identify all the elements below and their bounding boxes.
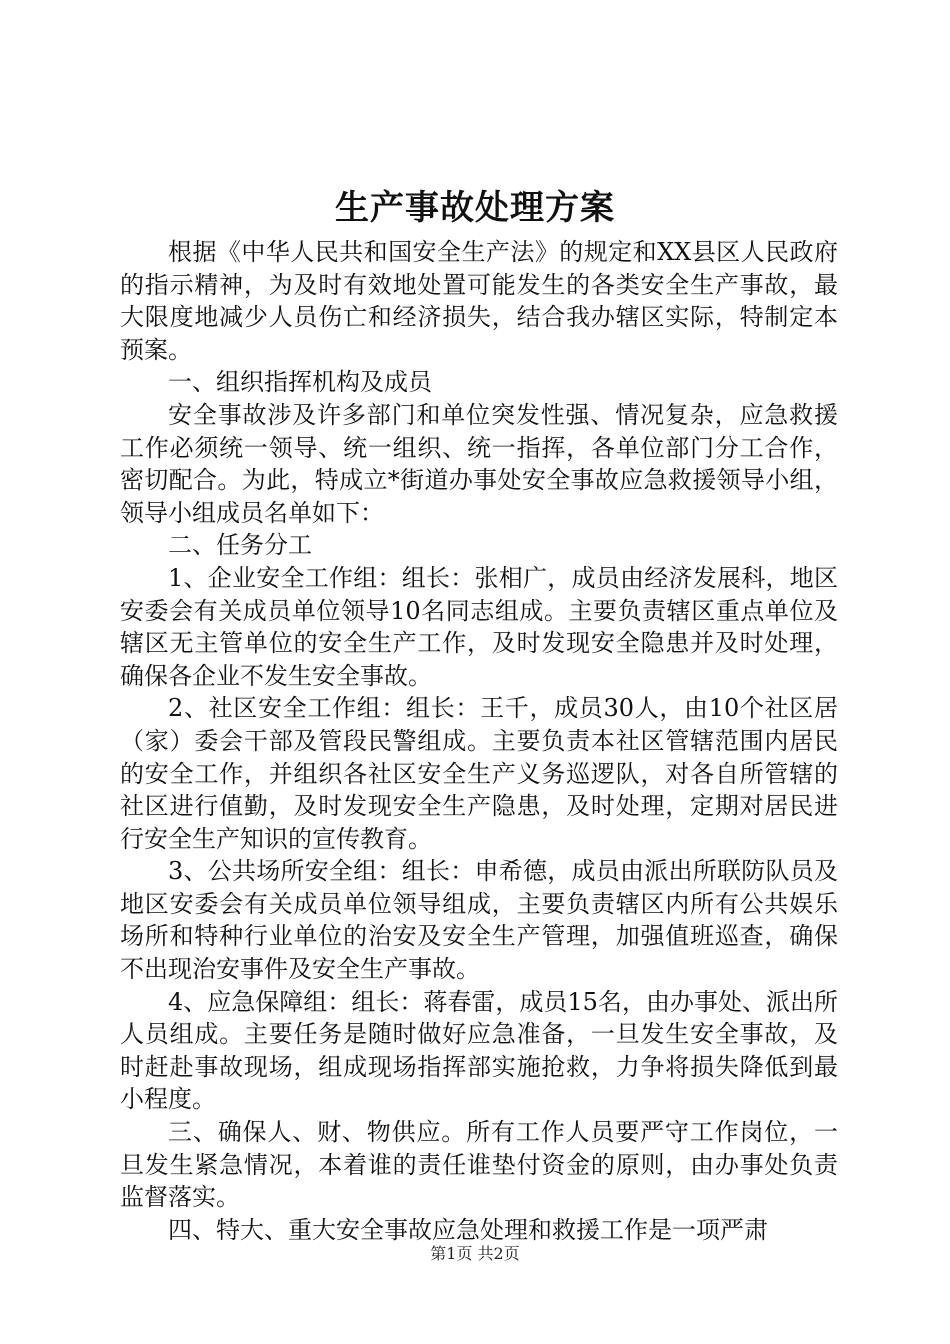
page-footer: 第1页 共2页 [430, 1244, 520, 1263]
paragraph-emergency-group: 4、应急保障组：组长：蒋春雷，成员15名，由办事处、派出所人员组成。主要任务是随时做好应急准备，一旦发生安全事故，及时赶赴事故现场，组成现场指挥部实施抢救，力争将损失降低到最小程度。 [120, 987, 838, 1114]
paragraph-supplies: 三、确保人、财、物供应。所有工作人员要严守工作岗位，一旦发生紧急情况，本着谁的责任谁垫付资金的原则，由办事处负责监督落实。 [120, 1118, 838, 1212]
document-body [120, 236, 838, 1246]
section-heading-2: 二、任务分工 [168, 531, 312, 560]
paragraph-public-places-group: 3、公共场所安全组：组长：申希德，成员由派出所联防队员及地区安委会有关成员单位领导组成，主要负责辖区内所有公共娱乐场所和特种行业单位的治安及安全生产管理，加强值班巡查，确保不出现治安事件及安全生产事故。 [120, 857, 838, 984]
paragraph-organization: 安全事故涉及许多部门和单位突发性强、情况复杂，应急救援工作必须统一领导、统一组织、统一指挥，各单位部门分工合作，密切配合。为此，特成立*街道办事处安全事故应急救援领导小组，领导小组成员名单如下： [120, 400, 838, 527]
paragraph-major-accidents: 四、特大、重大安全事故应急处理和救援工作是一项严肃 [168, 1215, 768, 1244]
paragraph-intro: 根据《中华人民共和国安全生产法》的规定和XX县区人民政府的指示精神，为及时有效地处置可能发生的各类安全生产事故，最大限度地减少人员伤亡和经济损失，结合我办辖区实际，特制定本预案。 [120, 238, 838, 364]
document-title: 生产事故处理方案 [335, 188, 615, 228]
paragraph-enterprise-group: 1、企业安全工作组：组长：张相广，成员由经济发展科，地区安委会有关成员单位领导10名同志组成。主要负责辖区重点单位及辖区无主管单位的安全生产工作，及时发现安全隐患并及时处理，确保各企业不发生安全事故。 [120, 563, 838, 690]
section-heading-1: 一、组织指挥机构及成员 [168, 368, 432, 397]
paragraph-community-group: 2、社区安全工作组：组长：王千，成员30人，由10个社区居（家）委会干部及管段民警组成。主要负责本社区管辖范围内居民的安全工作，并组织各社区安全生产义务巡逻队，对各自所管辖的社区进行值勤，及时发现安全生产隐患，及时处理，定期对居民进行安全生产知识的宣传教育。 [120, 694, 838, 853]
